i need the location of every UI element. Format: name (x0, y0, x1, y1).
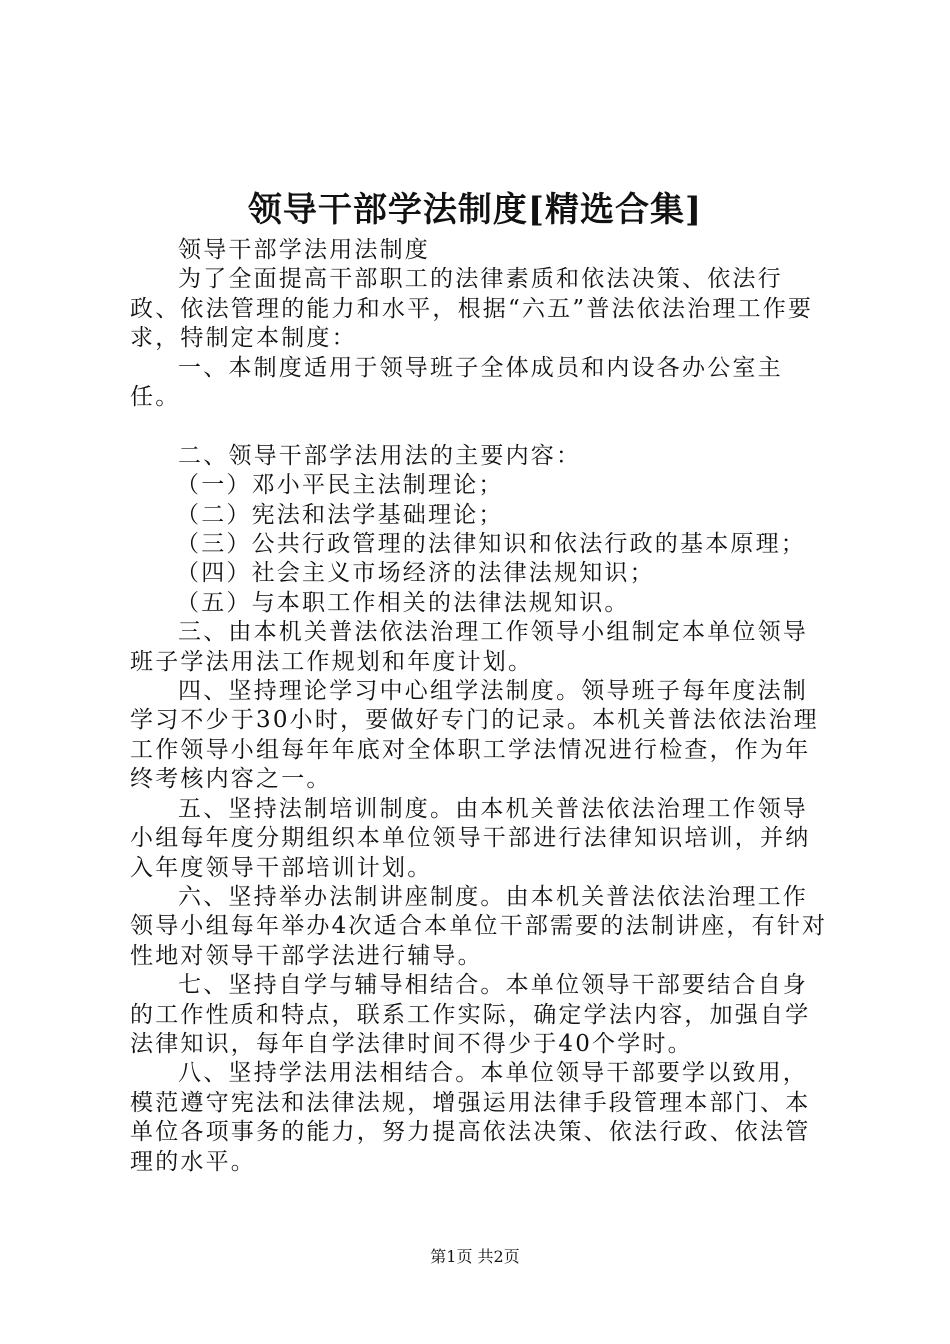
paragraph-intro: 为了全面提高干部职工的法律素质和依法决策、依法行政、依法管理的能力和水平，根据“六五”普法依法治理工作要求，特制定本制度： (130, 266, 814, 352)
list-item: （三）公共行政管理的法律知识和依法行政的基本原理； (176, 531, 806, 558)
document-title: 领导干部学法制度[精选合集] (247, 190, 703, 230)
document-body (130, 236, 830, 1177)
paragraph-section-6: 六、坚持举办法制讲座制度。由本机关普法依法治理工作领导小组每年举办4次适合本单位干部需要的法制讲座，有针对性地对领导干部学法进行辅导。 (130, 883, 828, 969)
paragraph-section-4: 四、坚持理论学习中心组学法制度。领导班子每年度法制学习不少于30小时，要做好专门的记录。本机关普法依法治理工作领导小组每年年底对全体职工学法情况进行检查，作为年终考核内容之一。 (130, 678, 819, 793)
paragraph-section-8: 八、坚持学法用法相结合。本单位领导干部要学以致用，模范遵守宪法和法律法规，增强运用法律手段管理本部门、本单位各项事务的能力，努力提高依法决策、依法行政、依法管理的水平。 (130, 1060, 811, 1175)
paragraph-section-1: 一、本制度适用于领导班子全体成员和内设各办公室主任。 (130, 354, 783, 411)
paragraph-section-7: 七、坚持自学与辅导相结合。本单位领导干部要结合自身的工作性质和特点，联系工作实际，确定学法内容，加强自学法律知识，每年自学法律时间不得少于40个学时。 (130, 972, 811, 1057)
page-footer: 第1页 共2页 (430, 1247, 520, 1266)
document-subtitle: 领导干部学法用法制度 (178, 237, 430, 263)
list-item: （五）与本职工作相关的法律法规知识。 (176, 589, 630, 616)
paragraph-section-2: 二、领导干部学法用法的主要内容： (178, 442, 582, 469)
list-item: （四）社会主义市场经济的法律法规知识； (176, 560, 655, 587)
list-item: （二）宪法和法学基础理论； (176, 501, 504, 528)
blank-line (130, 412, 830, 441)
paragraph-section-5: 五、坚持法制培训制度。由本机关普法依法治理工作领导小组每年度分期组织本单位领导干部进行法律知识培训，并纳入年度领导干部培训计划。 (130, 795, 811, 881)
list-item: （一）邓小平民主法制理论； (176, 472, 504, 499)
paragraph-section-3: 三、由本机关普法依法治理工作领导小组制定本单位领导班子学法用法工作规划和年度计划。 (130, 619, 808, 675)
